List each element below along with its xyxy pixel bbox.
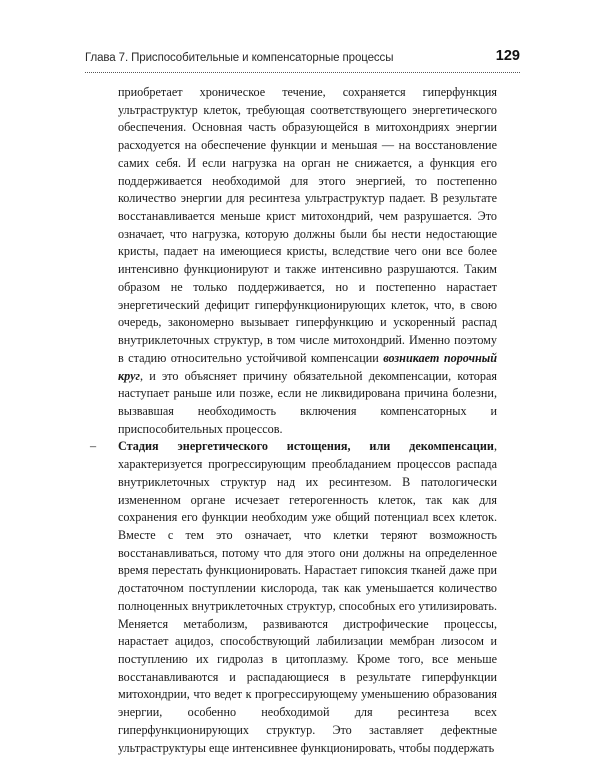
stage-term-alt: или декомпенсации	[369, 439, 494, 454]
page-body	[90, 84, 498, 757]
chapter-title: Глава 7. Приспособительные и компенсаторные процессы	[85, 52, 394, 64]
list-item-text: , характеризуется прогрессирующим преобладанием процессов распада внутриклеточных структур над их ресинтезом. В патологически измененном органе исчезает гетерогенность клеток, так как для сохранения его функции необходим уже общий потенциал всех клеток. Вместе с тем это означает, что клетки теряют возможность восстанавливаться, потому что для этого они должны на определенное время перестать функционировать. Нарастает гипоксия тканей даже при достаточном поступлении кислорода, так как уменьшается количество полноценных внутриклеточных структур, способных его утилизировать. Меняется метаболизм, развиваются дистрофические процессы, нарастает ацидоз, способствующий лабилизации мембран лизосом и поступлению их гидролаз в цитоплазму. Кроме того, все меньше восстанавливаются и распадающиеся в результате гиперфункции митохондрии, что ведет к прогрессирующему уменьшению образования энергии, особенно необходимой для ресинтеза всех гиперфункционирующих структур. Это заставляет дефектные ультраструктуры еще интенсивнее функционировать, чтобы поддержать	[118, 439, 498, 755]
header-rule	[85, 72, 520, 73]
list-dash: –	[90, 439, 97, 454]
page-header	[85, 48, 520, 70]
paragraph-text-end: , и это объясняет причину обязательной декомпенсации, которая наступает раньше или позже, если не ликвидирована причина болезни, вызвавшая необходимость включения компенсаторных и приспособительных процессов.	[118, 368, 497, 436]
emphasis-phrase: возникает порочный круг	[118, 350, 497, 383]
page-number: 129	[495, 48, 520, 64]
term-separator: ,	[347, 439, 370, 454]
paragraph-continued	[118, 84, 497, 438]
stage-term: Стадия энергетического истощения	[118, 439, 348, 454]
paragraph-text: приобретает хроническое течение, сохраняется гиперфункция ультраструктур клеток, требующая соответствующего энергетического обеспечения. Основная часть образующейся в митохондриях энергии расходуется на обеспечение функции и меньшая — на восстановление самих себя. И если нагрузка на орган не снижается, а функция его поддерживается необходимой для этого энергией, то постепенно количество энергии для ресинтеза ультраструктур падает. В результате восстанавливается меньше крист митохондрий, чем разрушается. Это означает, что нагрузка, которую должны были бы нести недостающие кристы, падает на имеющиеся кристы, вследствие чего они все более интенсивно функционируют и также интенсивно разрушаются. Таким образом не только поддерживается, но и постепенно нарастает энергетический дефицит гиперфункционирующих клеток, что, в свою очередь, закономерно вызывает гиперфункцию и ускоренный распад внутриклеточных структур, в том числе митохондрий. Именно поэтому в стадию относительно устойчивой компенсации	[118, 85, 497, 365]
list-item-decompensation	[90, 438, 498, 757]
